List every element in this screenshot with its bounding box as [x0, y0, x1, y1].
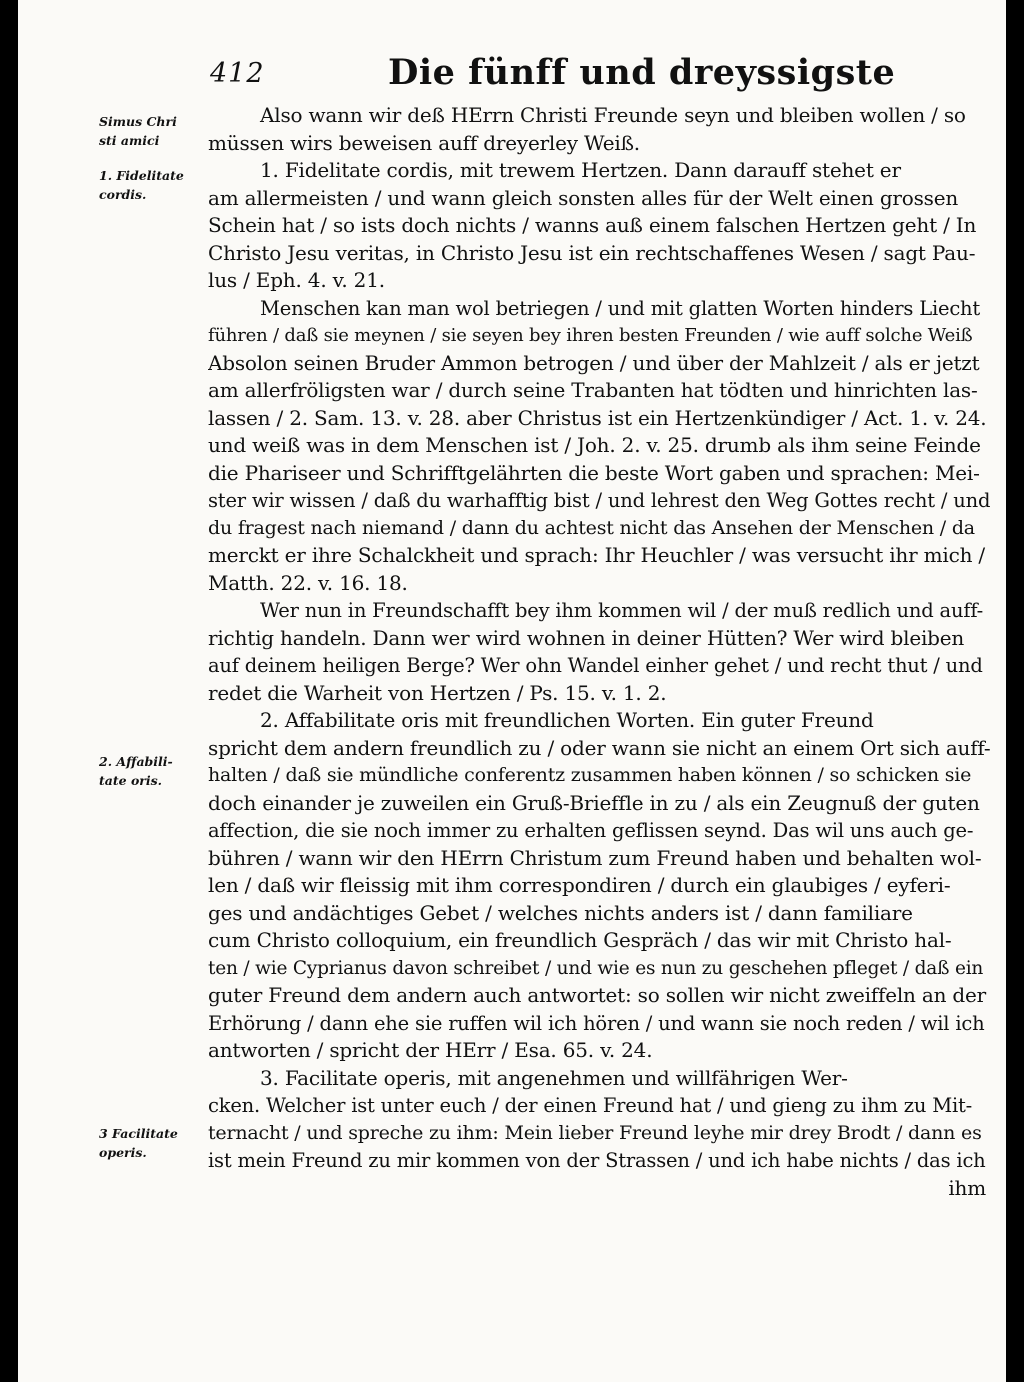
- text-line: und weiß was in dem Menschen ist / Joh. 2. v. 25. drumb als ihm seine Feinde: [208, 433, 981, 457]
- text-line: cum Christo colloquium, ein freundlich Gespräch / das wir mit Christo hal-: [208, 928, 952, 952]
- body-text: [208, 102, 990, 1202]
- marginal-note-line: Simus Chri: [99, 114, 177, 129]
- text-line: bühren / wann wir den HErrn Christum zum Freund haben und behalten wol-: [208, 845, 982, 870]
- text-line: richtig handeln. Dann wer wird wohnen in deiner Hütten? Wer wird bleiben: [208, 625, 965, 650]
- marginal-note-line: operis.: [99, 1145, 147, 1160]
- text-line: am allermeisten / und wann gleich sonsten alles für der Welt einen grossen: [208, 185, 959, 210]
- text-line: Matth. 22. v. 16. 18.: [208, 570, 408, 595]
- text-line: müssen wirs beweisen auff dreyerley Weiß.: [208, 130, 640, 155]
- text-line: Schein hat / so ists doch nichts / wanns auß einem falschen Hertzen geht / In: [208, 213, 977, 237]
- marginal-note-line: cordis.: [99, 187, 147, 202]
- marginal-note-line: 3 Facilitate: [99, 1126, 178, 1141]
- text-line: affection, die sie noch immer zu erhalten geflissen seynd. Das wil uns auch ge-: [208, 819, 974, 842]
- text-line: 3. Facilitate operis, mit angenehmen und willfährigen Wer-: [260, 1065, 848, 1090]
- text-line: ternacht / und spreche zu ihm: Mein lieber Freund leyhe mir drey Brodt / dann es: [208, 1121, 982, 1144]
- text-line: Menschen kan man wol betriegen / und mit glatten Worten hinders Liecht: [260, 296, 981, 320]
- marginal-note-line: sti amici: [99, 133, 160, 148]
- text-line: cken. Welcher ist unter euch / der einen Freund hat / und gieng zu ihm zu Mit-: [208, 1094, 973, 1117]
- text-line: Absolon seinen Bruder Ammon betrogen / und über der Mahlzeit / als er jetzt: [208, 350, 980, 375]
- marginal-note-line: 2. Affabili-: [99, 754, 173, 769]
- text-line: lus / Eph. 4. v. 21.: [208, 268, 385, 292]
- text-line: Wer nun in Freundschafft bey ihm kommen wil / der muß redlich und auff-: [260, 599, 984, 622]
- book-page: [18, 0, 1006, 1382]
- text-line: guter Freund dem andern auch antwortet: so sollen wir nicht zweiffeln an der: [208, 983, 987, 1007]
- marginal-note: [99, 166, 197, 204]
- text-line: redet die Warheit von Hertzen / Ps. 15. v. 1. 2.: [208, 680, 667, 705]
- text-line: len / daß wir fleissig mit ihm correspondiren / durch ein glaubiges / eyferi-: [208, 873, 951, 897]
- text-line: du fragest nach niemand / dann du achtest nicht das Ansehen der Menschen / da: [208, 516, 975, 539]
- text-line: doch einander je zuweilen ein Gruß-Brieffle in zu / als ein Zeugnuß der guten: [208, 790, 980, 815]
- marginal-note-line: tate oris.: [99, 773, 163, 788]
- marginal-note: [99, 1124, 197, 1162]
- text-line: führen / daß sie meynen / sie seyen bey ihren besten Freunden / wie auff solche Weiß: [208, 325, 973, 346]
- text-line: merckt er ihre Schalckheit und sprach: Ihr Heuchler / was versucht ihr mich /: [208, 543, 985, 567]
- running-title: Die fünff und dreyssigste: [388, 52, 896, 93]
- marginal-note: [99, 112, 197, 150]
- text-line: am allerfröligsten war / durch seine Trabanten hat tödten und hinrichten las-: [208, 378, 978, 402]
- text-line: die Phariseer und Schrifftgelährten die beste Wort gaben und sprachen: Mei-: [208, 460, 980, 485]
- marginal-note-line: 1. Fidelitate: [99, 168, 184, 183]
- page-header: [18, 52, 1006, 92]
- text-line: Also wann wir deß HErrn Christi Freunde seyn und bleiben wollen / so: [260, 103, 966, 127]
- text-line: Erhörung / dann ehe sie ruffen wil ich hören / und wann sie noch reden / wil ich: [208, 1011, 985, 1035]
- text-line: antworten / spricht der HErr / Esa. 65. v. 24.: [208, 1038, 653, 1062]
- marginal-note: [99, 752, 197, 790]
- text-line: ges und andächtiges Gebet / welches nichts anders ist / dann familiare: [208, 900, 913, 925]
- text-line: ten / wie Cyprianus davon schreibet / und wie es nun zu geschehen pfleget / daß ein: [208, 957, 984, 979]
- text-line: lassen / 2. Sam. 13. v. 28. aber Christus ist ein Hertzenkündiger / Act. 1. v. 24.: [208, 405, 987, 430]
- text-line: auf deinem heiligen Berge? Wer ohn Wandel einher gehet / und recht thut / und: [208, 654, 983, 677]
- text-line: 2. Affabilitate oris mit freundlichen Worten. Ein guter Freund: [260, 708, 874, 732]
- text-line: ster wir wissen / daß du warhafftig bist / und lehrest den Weg Gottes recht / und: [208, 489, 990, 512]
- text-line: spricht dem andern freundlich zu / oder wann sie nicht an einem Ort sich auff-: [208, 735, 990, 760]
- text-line: halten / daß sie mündliche conferentz zusammen haben können / so schicken sie: [208, 764, 972, 786]
- text-line: 1. Fidelitate cordis, mit trewem Hertzen. Dann darauff stehet er: [260, 158, 901, 182]
- text-line: ist mein Freund zu mir kommen von der Strassen / und ich habe nichts / das ich: [208, 1149, 986, 1172]
- page-number: 412: [210, 58, 265, 89]
- text-line: Christo Jesu veritas, in Christo Jesu ist ein rechtschaffenes Wesen / sagt Pau-: [208, 240, 976, 265]
- catchword: ihm: [948, 1175, 986, 1200]
